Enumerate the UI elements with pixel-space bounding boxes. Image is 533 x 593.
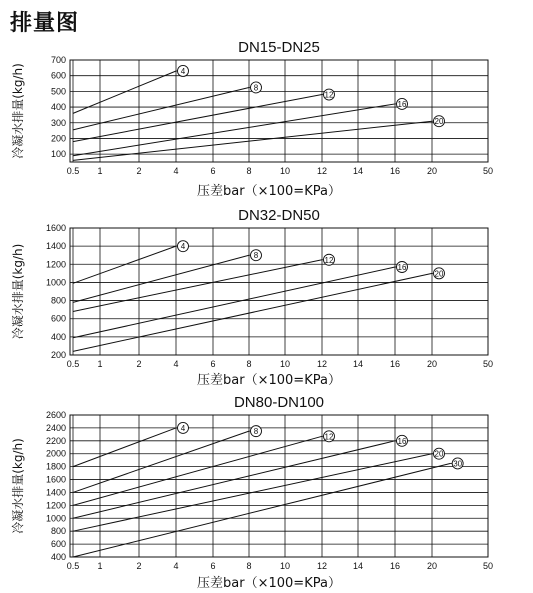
y-tick-label: 700 [50,55,66,65]
y-tick-label: 800 [50,526,66,537]
x-tick-label: 14 [352,359,364,369]
x-axis-label: 压差bar（×100=KPa） [197,373,341,388]
x-tick-label: 6 [210,561,216,571]
plot-frame [70,228,488,355]
x-tick-label: 20 [426,359,438,369]
series-line-4 [73,246,176,283]
x-tick-label: 16 [389,166,401,176]
x-tick-label: 12 [316,561,328,571]
x-tick-label: 50 [482,166,494,176]
y-axis-label: 冷凝水排量(kg/h) [11,63,25,159]
y-tick-label: 1200 [45,259,66,270]
series-line-8 [73,431,249,492]
y-tick-label: 1200 [45,500,66,511]
x-tick-label: 2 [136,561,142,571]
x-tick-label: 8 [246,561,252,571]
y-tick-label: 1400 [45,487,66,498]
chart-title: DN15-DN25 [238,39,320,56]
series-line-20 [73,273,432,351]
y-tick-label: 1800 [45,461,66,472]
x-tick-label: 1 [97,359,103,369]
x-tick-label: 50 [482,561,494,571]
x-tick-label: 6 [210,359,216,369]
x-tick-label: 4 [173,359,179,369]
y-tick-label: 400 [50,102,66,113]
series-label-8: 8 [253,251,259,261]
x-axis-label: 压差bar（×100=KPa） [197,576,341,591]
series-label-12: 12 [324,255,334,265]
y-tick-label: 600 [50,539,66,550]
y-tick-label: 600 [50,313,66,324]
x-tick-label: 16 [389,359,401,369]
series-label-20: 20 [434,117,444,127]
chart-1 [10,39,493,199]
series-label-4: 4 [180,423,186,433]
x-tick-label: 0.5 [66,561,80,571]
chart-title: DN80-DN100 [233,394,325,411]
chart-title: DN32-DN50 [238,207,320,224]
plot-frame [70,415,488,557]
series-label-16: 16 [397,263,407,273]
x-tick-label: 12 [316,166,328,176]
y-tick-label: 100 [50,149,66,160]
series-line-4 [73,428,176,467]
y-tick-label: 200 [50,133,66,144]
series-label-30: 30 [453,459,463,469]
y-axis-label: 冷凝水排量(kg/h) [11,438,25,534]
x-tick-label: 8 [246,166,252,176]
y-tick-label: 200 [50,350,66,360]
y-tick-label: 2400 [45,422,66,433]
y-tick-label: 1400 [45,241,66,252]
series-line-16 [73,104,395,156]
x-tick-label: 20 [426,166,438,176]
series-label-20: 20 [434,269,444,279]
series-label-20: 20 [434,449,444,459]
x-axis-label: 压差bar（×100=KPa） [197,184,341,199]
x-tick-label: 12 [316,359,328,369]
series-line-30 [73,463,451,557]
y-tick-label: 1000 [45,513,66,524]
x-tick-label: 20 [426,561,438,571]
series-label-4: 4 [180,242,186,252]
page-title: 排量图 [10,11,80,36]
series-label-16: 16 [397,99,407,109]
series-label-8: 8 [253,427,259,437]
chart-2 [10,207,493,388]
y-tick-label: 1000 [45,277,66,288]
x-tick-label: 4 [173,561,179,571]
y-tick-label: 2600 [45,410,66,420]
x-tick-label: 2 [136,166,142,176]
series-label-16: 16 [397,436,407,446]
x-tick-label: 10 [279,166,291,176]
series-label-12: 12 [324,90,334,100]
x-tick-label: 1 [97,561,103,571]
y-tick-label: 1600 [45,223,66,233]
y-tick-label: 1600 [45,474,66,485]
x-tick-label: 2 [136,359,142,369]
y-tick-label: 400 [50,552,66,562]
x-tick-label: 14 [352,166,364,176]
x-tick-label: 0.5 [66,359,80,369]
y-tick-label: 600 [50,70,66,81]
x-tick-label: 4 [173,166,179,176]
chart-3 [10,394,493,591]
y-tick-label: 500 [50,86,66,97]
y-tick-label: 800 [50,295,66,306]
y-tick-label: 2000 [45,448,66,459]
y-tick-label: 300 [50,117,66,128]
x-tick-label: 16 [389,561,401,571]
series-label-4: 4 [180,66,186,76]
x-tick-label: 1 [97,166,103,176]
series-line-8 [73,87,249,129]
x-tick-label: 10 [279,561,291,571]
x-tick-label: 8 [246,359,252,369]
y-tick-label: 400 [50,331,66,342]
x-tick-label: 14 [352,561,364,571]
x-tick-label: 0.5 [66,166,80,176]
x-tick-label: 6 [210,166,216,176]
y-tick-label: 2200 [45,435,66,446]
series-line-8 [73,255,249,302]
series-label-8: 8 [253,83,259,93]
y-axis-label: 冷凝水排量(kg/h) [11,243,25,340]
series-label-12: 12 [324,432,334,442]
x-tick-label: 50 [482,359,494,369]
x-tick-label: 10 [279,359,291,369]
